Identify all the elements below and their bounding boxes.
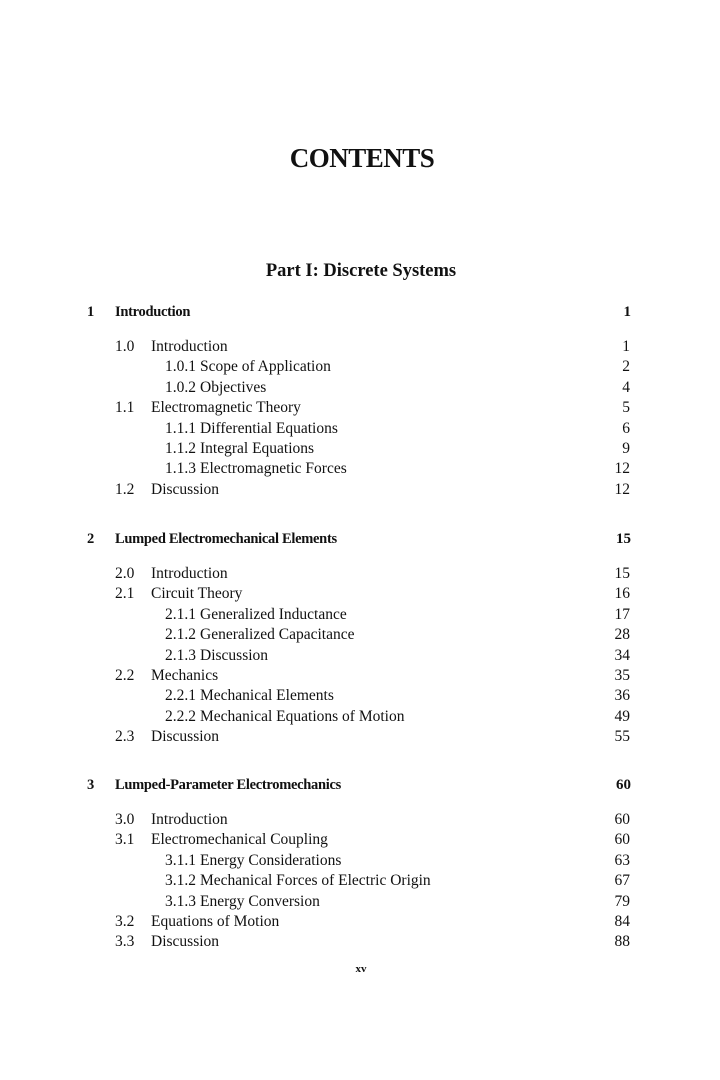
entry-title: Objectives	[200, 378, 267, 396]
entry-number: 1.1.3	[165, 460, 196, 478]
entry-number: 1.0	[115, 338, 135, 355]
entry-page: 4	[622, 378, 630, 396]
entry-title: Discussion	[151, 480, 220, 498]
entry-number: 1.2	[115, 480, 135, 498]
entry-title: Discussion	[200, 646, 269, 664]
entry-page: 6	[622, 419, 630, 437]
chapter-page: 15	[616, 531, 631, 547]
entry-page: 79	[614, 892, 630, 910]
entry-number: 1.1.1	[165, 419, 196, 437]
entry-title: Electromagnetic Forces	[200, 460, 347, 478]
entry-title: Integral Equations	[200, 440, 315, 457]
entry-title: Electromagnetic Theory	[151, 399, 301, 417]
chapter-page: 60	[616, 777, 631, 793]
chapter-number: 2	[87, 531, 94, 547]
entry-number: 2.2.1	[165, 687, 196, 705]
entry-page: 12	[614, 480, 630, 498]
entry-title: Generalized Capacitance	[200, 626, 355, 644]
page-title: CONTENTS	[289, 143, 435, 173]
entry-page: 60	[614, 831, 630, 849]
entry-page: 5	[622, 399, 630, 417]
entry-page: 17	[614, 605, 630, 623]
entry-title: Discussion	[151, 933, 220, 951]
entry-title: Scope of Application	[200, 358, 331, 376]
entry-number: 2.1.1	[165, 605, 196, 623]
entry-title: Energy Conversion	[200, 892, 320, 910]
entry-title: Discussion	[151, 728, 220, 746]
entry-page: 88	[614, 933, 630, 951]
chapter-number: 1	[87, 304, 94, 320]
entry-title: Circuit Theory	[151, 585, 243, 603]
entry-number: 1.1.2	[165, 440, 196, 457]
chapter-title: Introduction	[115, 304, 191, 320]
entry-number: 3.1.1	[165, 851, 196, 869]
entry-page: 16	[614, 585, 630, 603]
entry-page: 60	[614, 811, 630, 828]
part-heading: Part I: Discrete Systems	[265, 261, 457, 281]
entry-title: Introduction	[151, 338, 228, 355]
chapter-title: Lumped Electromechanical Elements	[115, 531, 337, 547]
entry-number: 3.0	[115, 811, 135, 828]
entry-page: 63	[614, 851, 630, 869]
entry-title: Equations of Motion	[151, 913, 280, 930]
entry-number: 2.2	[115, 667, 135, 684]
entry-number: 3.1.3	[165, 892, 196, 910]
entry-number: 3.1.2	[165, 872, 196, 890]
entry-title: Mechanics	[151, 667, 219, 684]
entry-title: Mechanical Forces of Electric Origin	[200, 872, 431, 890]
entry-page: 15	[614, 565, 630, 582]
chapter-title: Lumped-Parameter Electromechanics	[115, 777, 341, 793]
entry-page: 49	[614, 707, 630, 725]
entry-number: 2.1	[115, 585, 135, 603]
entry-number: 1.0.1	[165, 358, 196, 376]
entry-number: 2.1.2	[165, 626, 196, 644]
entry-title: Introduction	[151, 565, 228, 582]
entry-page: 1	[622, 338, 630, 355]
entry-number: 2.2.2	[165, 707, 196, 725]
page-number: xv	[355, 963, 367, 975]
entry-number: 3.2	[115, 913, 135, 930]
entry-title: Differential Equations	[200, 419, 338, 437]
entry-title: Energy Considerations	[200, 851, 342, 869]
entry-title: Electromechanical Coupling	[151, 831, 328, 849]
entry-number: 2.3	[115, 728, 135, 746]
entry-page: 34	[614, 646, 630, 664]
entry-number: 3.1	[115, 831, 135, 849]
entry-number: 1.1	[115, 399, 135, 417]
chapter-number: 3	[87, 777, 94, 793]
entry-page: 55	[614, 728, 630, 746]
entry-number: 1.0.2	[165, 378, 196, 396]
entry-page: 28	[614, 626, 630, 644]
entry-number: 2.1.3	[165, 646, 196, 664]
entry-number: 3.3	[115, 933, 135, 951]
entry-title: Introduction	[151, 811, 228, 828]
entry-page: 67	[614, 872, 630, 890]
entry-page: 9	[622, 440, 630, 457]
entry-page: 12	[614, 460, 630, 478]
entry-page: 36	[614, 687, 630, 705]
entry-page: 35	[614, 667, 630, 684]
chapter-page: 1	[623, 304, 631, 320]
entry-title: Mechanical Elements	[200, 687, 334, 705]
entry-page: 84	[614, 913, 630, 930]
entry-number: 2.0	[115, 565, 135, 582]
entry-title: Mechanical Equations of Motion	[200, 707, 405, 725]
entry-title: Generalized Inductance	[200, 605, 347, 623]
entry-page: 2	[622, 358, 630, 376]
